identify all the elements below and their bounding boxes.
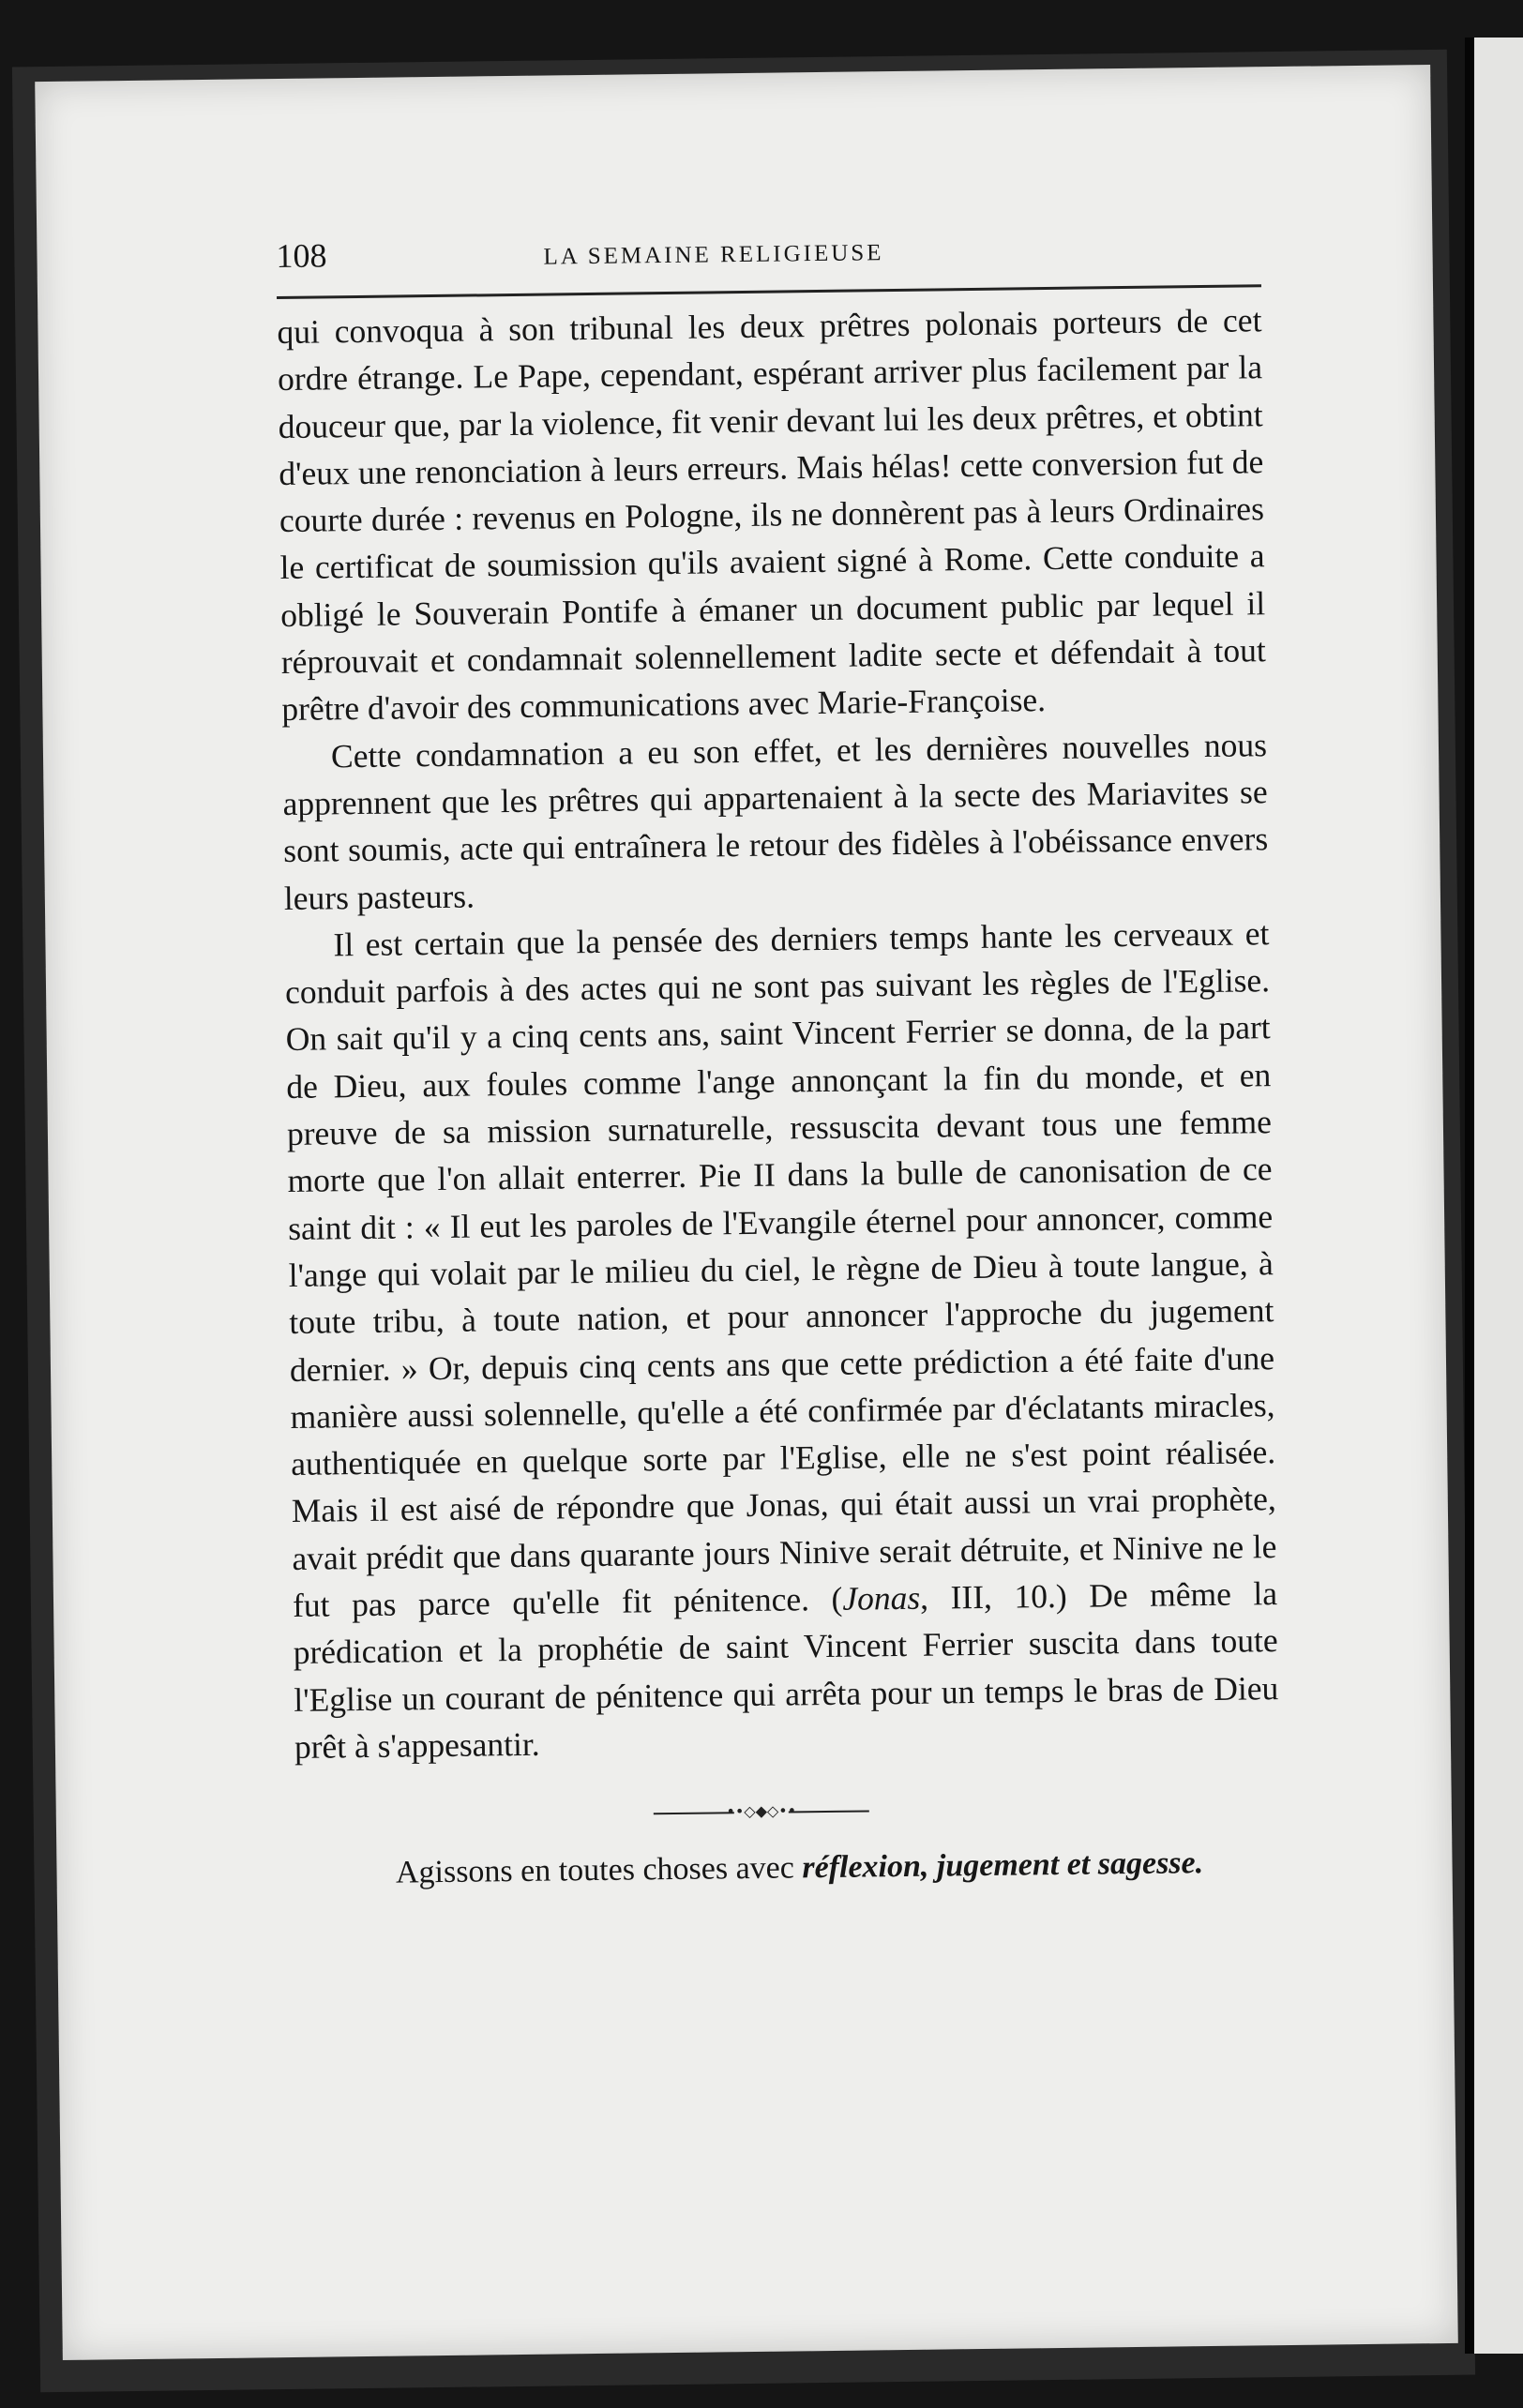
journal-title: LA SEMAINE RELIGIEUSE — [543, 240, 884, 270]
citation-book-name: Jonas — [842, 1578, 921, 1618]
body-text — [277, 296, 1279, 1770]
citation-reference: , III, 10.) — [919, 1576, 1067, 1617]
maxim-plain-text: Agissons en toutes choses avec — [395, 1850, 803, 1890]
page-number: 108 — [276, 236, 327, 276]
paragraph-2: Cette condamnation a eu son effet, et les dernières nouvelles nous apprennent que les prêtres qui appartenaient à la secte des Mariavites se sont soumis, acte qui entraînera le retour des fidèles à l'obéissance envers leurs pasteurs. — [282, 725, 1269, 917]
book-page — [35, 65, 1458, 2360]
paragraph-3-part-1: Il est certain que la pensée des derniers temps hante les cerveaux et conduit parfois à des actes qui ne sont pas suivant les règles de l'Eglise. On sait qu'il y a cinq cents ans, saint Vincent Ferrier se donna, de la part de Dieu, aux foules comme l'ange annonçant la fin du monde, et en preuve de sa mission surnaturelle, ressuscita devant tous une femme morte que l'on allait enterrer. Pie II dans la bulle de canonisation de ce saint dit : « Il eut les paroles de l'Evangile éternel pour annoncer, comme l'ange qui volait par le milieu du ciel, le règne de Dieu à toute langue, à toute tribu, à toute nation, et pour annoncer l'approche du jugement dernier. » Or, depuis cinq cents ans que cette prédiction a été faite d'une manière aussi solennelle, qu'elle a été confirmée par d'éclatants miracles, authentiquée en quelque sorte par l'Eglise, elle ne s'est point réalisée. Mais il est aisé de répondre que Jonas, qui était aussi un vrai prophète, avait prédit que dans quarante jours Ninive serait détruite, et Ninive ne le fut pas parce qu'elle fit pénitence. ( — [284, 914, 1277, 1624]
paragraph-1: qui convoqua à son tribunal les deux prêtres polonais porteurs de cet ordre étrange. Le Pape, cependant, espérant arriver plus facilement par la douceur que, par la violence, fit venir devant lui les deux prêtres, et obtint d'eux une renonciation à leurs erreurs. Mais hélas! cette conversion fut de courte durée : revenus en Pologne, ils ne donnèrent pas à leurs Ordinaires le certificat de soumission qu'ils avaient signé à Rome. Cette conduite a obligé le Souverain Pontife à émaner un document public par lequel il réprouvait et condamnait solennellement ladite secte et défendait à tout prêtre d'avoir des communications avec Marie-Françoise. — [277, 301, 1266, 729]
running-head — [276, 224, 1261, 299]
page-content — [276, 224, 1280, 1892]
maxim-italic-text: réflexion, jugement et sagesse. — [802, 1845, 1204, 1886]
adjacent-page-edge — [1465, 38, 1523, 2354]
paragraph-3 — [284, 910, 1279, 1770]
paragraph-3-part-2: De même la prédication et la prophétie de saint Vincent Ferrier suscita dans toute l'Eglise un courant de pénitence qui arrêta pour un temps le bras de Dieu prêt à s'appesantir. — [293, 1574, 1279, 1766]
section-ornament: ••◇◆◇•• — [654, 1799, 869, 1825]
closing-maxim — [307, 1844, 1291, 1892]
